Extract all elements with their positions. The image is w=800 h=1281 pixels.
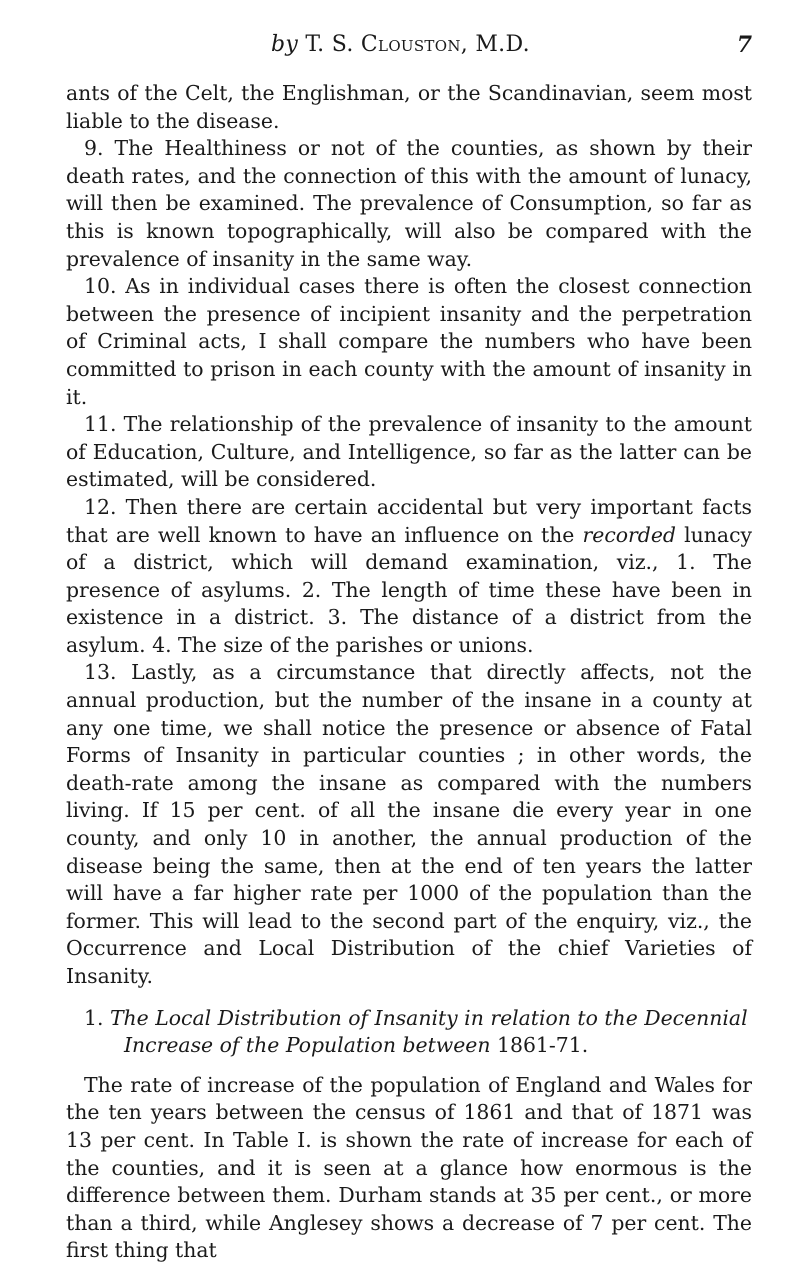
paragraph-item-10: 10. As in individual cases there is often the closest connection between the presence of incipient insanity and the perpetration of Criminal acts, I shall compare the numbers who have been committed to prison in each county with the amount of insanity in it. — [66, 274, 752, 409]
section-heading-population: Population — [285, 1033, 396, 1058]
page-body — [66, 32, 752, 1265]
paragraph-item-12-part-b: lunacy of a district, which will demand examination, viz., 1. The presence of asylums. 2. The length of time these have been in existence in a district. 3. The distance of a district from the asylum. 4. The size of the parishes or unions. — [66, 522, 753, 657]
paragraph-item-13: 13. Lastly, as a circumstance that directly affects, not the annual production, but the number of the insane in a county at any one time, we shall notice the presence or absence of Fatal Forms of Insanity in particular counties ; in other words, the death-rate among the insane as compared with the numbers living. If 15 per cent. of all the insane die every year in one county, and only 10 in another, the annual production of the disease being the same, then at the end of ten years the latter will have a far higher rate per 1000 of the population than the former. This will lead to the second part of the enquiry, viz., the Occurrence and Local Distribution of the chief Varieties of Insanity. — [66, 660, 752, 988]
paragraph-item-11: 11. The relationship of the prevalence of insanity to the amount of Education, Culture, and Intelligence, so far as the latter can be estimated, will be considered. — [66, 412, 752, 492]
page-number: 7 — [736, 32, 752, 58]
section-heading-line-1: The Local Distribution of Insanity in relation to the Decennial — [109, 1005, 748, 1030]
paragraph-continuation: ants of the Celt, the Englishman, or the Scandinavian, seem most liable to the disease. — [66, 81, 752, 133]
section-heading-the: the — [245, 1033, 280, 1058]
running-head-by: by — [271, 32, 299, 57]
paragraph-final: The rate of increase of the population of England and Wales for the ten years between the census of 1861 and that of 1871 was 13 per cent. In Table I. is shown the rate of increase for each of the counties, and it is seen at a glance how enormous is the difference between them. Durham stands at 35 per cent., or more than a third, while Anglesey shows a decrease of 7 per cent. The first thing that — [66, 1072, 752, 1263]
section-heading-of: of — [219, 1033, 240, 1058]
section-heading-between: between — [402, 1033, 491, 1058]
running-head-name: T. S. Clouston, M.D. — [305, 32, 530, 57]
paragraph-item-12-emphasis: recorded — [582, 522, 676, 547]
paragraph-item-12-part-a: 12. Then there are certain accidental but very important facts that are well known to have an influence on the — [66, 494, 752, 547]
running-head-author — [271, 32, 530, 57]
running-header — [66, 32, 752, 80]
section-heading-increase: Increase — [124, 1033, 214, 1058]
section-heading-years: 1861-71. — [497, 1033, 589, 1058]
paragraph-item-9: 9. The Healthiness or not of the counties, as shown by their death rates, and the connection of this with the amount of lunacy, will then be examined. The prevalence of Consumption, so far as this is known topographically, will also be compared with the prevalence of insanity in the same way. — [66, 136, 752, 271]
paragraph-item-12 — [66, 494, 752, 660]
section-heading — [66, 1005, 752, 1060]
section-heading-line-2 — [84, 1032, 752, 1060]
section-heading-number: 1. — [84, 1005, 104, 1030]
